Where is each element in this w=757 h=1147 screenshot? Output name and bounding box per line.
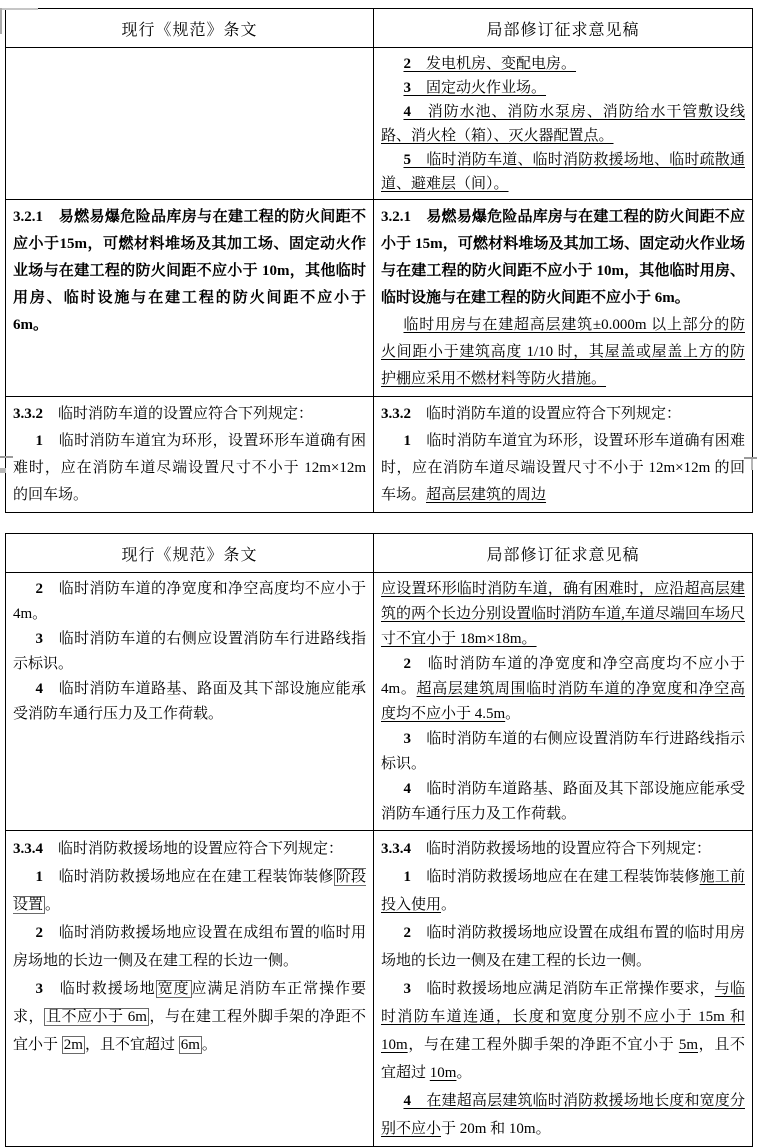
table-1-header-row xyxy=(6,9,753,48)
text-run: 。 xyxy=(441,897,457,913)
table-cell-right xyxy=(374,573,753,831)
text-run: 2 xyxy=(35,581,43,597)
text-run: 3 xyxy=(403,981,411,997)
underlined-text-run: 施工前投入使用 xyxy=(381,869,745,913)
text-run: 临时消防救援场地应设置在成组布置的临时用房场地的长边一侧及在建工程的长边一侧。 xyxy=(381,925,745,969)
text-run: 临时消防车道的设置应符合下列规定： xyxy=(411,406,682,422)
text-run: ，且不宜超过 xyxy=(84,1037,179,1053)
paragraph xyxy=(381,148,745,196)
paragraph xyxy=(13,627,366,677)
underlined-text-run: 5m xyxy=(678,1037,699,1053)
underlined-text-run: 应设置环形临时消防车道，确有困难时，应沿超高层建筑的两个长边分别设置临时消防车道,车道尽端回车场尺寸不宜小于 18m×18m。 xyxy=(381,581,745,647)
paragraph xyxy=(13,919,366,975)
paragraph xyxy=(13,677,366,727)
table-cell-left xyxy=(6,200,374,397)
text-run: 3.3.2 xyxy=(13,406,43,422)
boxed-text-run: 且不应小于 6m xyxy=(46,1009,147,1025)
text-run: 。 xyxy=(45,897,61,913)
text-run: 临时消防车道的设置应符合下列规定： xyxy=(43,406,314,422)
text-run: 临时消防车道的右侧应设置消防车行进路线指示标识。 xyxy=(381,731,745,772)
text-run: 于 20m 和 10m。 xyxy=(441,1121,551,1137)
table-2-header-row xyxy=(6,534,753,573)
table-cell-left xyxy=(6,831,374,1147)
table-cell-left xyxy=(6,573,374,831)
text-run: 临时消防车道的右侧应设置消防车行进路线指示标识。 xyxy=(13,631,366,672)
text-run: 3.2.1 xyxy=(381,209,411,225)
text-run: 3 xyxy=(35,631,43,647)
text-run: 临时消防救援场地应在在建工程装饰装修 xyxy=(43,869,334,885)
text-run: 易燃易爆危险品库房与在建工程的防火间距不应小于 15m，可燃材料堆场及其加工场、固定动火作业场与在建工程的防火间距不应小于 10m，其他临时用房、临时设施与在建工程的防火间距不应小于 6m。 xyxy=(381,209,745,306)
text-run: 2 xyxy=(403,656,411,672)
comparison-table-2 xyxy=(5,533,753,1147)
text-run: 3.3.4 xyxy=(381,841,411,857)
paragraph xyxy=(381,76,745,100)
text-run: 1 xyxy=(403,433,411,449)
paragraph xyxy=(381,204,745,312)
paragraph xyxy=(381,863,745,919)
paragraph xyxy=(381,777,745,827)
text-run: 1 xyxy=(403,869,411,885)
underlined-text-run: 5 xyxy=(403,152,411,168)
table-row xyxy=(6,831,753,1147)
paragraph xyxy=(13,577,366,627)
text-run: 2 xyxy=(403,925,411,941)
table-2-header-revision-draft: 局部修订征求意见稿 xyxy=(374,534,753,573)
paragraph xyxy=(381,975,745,1087)
table-row xyxy=(6,200,753,397)
paragraph xyxy=(13,863,366,919)
text-run: 临时消防车道的净宽度和净空高度均不应小于 4m。 xyxy=(13,581,366,622)
table-cell-right xyxy=(374,831,753,1147)
underlined-text-run: 超高层建筑的周边 xyxy=(426,487,547,503)
text-run: 。 xyxy=(505,706,521,722)
table-row xyxy=(6,573,753,831)
text-run: ，且不宜超过 xyxy=(381,1037,745,1081)
paragraph xyxy=(381,919,745,975)
boxed-text-run: 2m xyxy=(63,1037,83,1053)
paragraph xyxy=(381,835,745,863)
underlined-text-run: 在建超高层建筑临时消防救援场地长度和宽度分别不应小 xyxy=(381,1093,745,1137)
underlined-text-run: 发电机房、变配电房。 xyxy=(411,56,577,72)
text-run: 3 xyxy=(35,981,43,997)
table-cell-right xyxy=(374,48,753,200)
paragraph xyxy=(13,401,366,428)
text-run: 临时消防车道路基、路面及其下部设施应能承受消防车通行压力及工作荷载。 xyxy=(381,781,745,822)
underlined-text-run: 2 xyxy=(403,56,411,72)
text-run: 4 xyxy=(403,781,411,797)
underlined-text-run: 超高层建筑周围临时消防车道的净宽度和净空高度均不应小于 4.5m xyxy=(381,681,745,722)
paragraph xyxy=(381,652,745,727)
text-run: 应满足消防车正常操作要求， xyxy=(13,981,366,1025)
text-run: 临时消防救援场地应设置在成组布置的临时用房场地的长边一侧及在建工程的长边一侧。 xyxy=(13,925,366,969)
text-run: 1 xyxy=(35,433,43,449)
comparison-table-1 xyxy=(5,8,753,513)
paragraph xyxy=(13,835,366,863)
text-run: 1 xyxy=(35,869,43,885)
underlined-text-run: 3 xyxy=(403,80,411,96)
text-run: 2 xyxy=(35,925,43,941)
underlined-text-run: 临时消防车道、临时消防救援场地、临时疏散通道、避难层（间）。 xyxy=(381,152,745,192)
ruler-corner-artifact xyxy=(2,8,38,10)
table-cell-left xyxy=(6,48,374,200)
boxed-text-run: 宽度 xyxy=(157,981,190,997)
text-run: 临时消防救援场地的设置应符合下列规定： xyxy=(411,841,712,857)
text-run: 3 xyxy=(403,731,411,747)
text-run: 3.3.2 xyxy=(381,406,411,422)
text-run: 3.2.1 xyxy=(13,209,43,225)
underlined-text-run: 固定动火作业场。 xyxy=(411,80,547,96)
paragraph xyxy=(13,428,366,509)
paragraph xyxy=(381,1087,745,1143)
text-run: 临时消防车道宜为环形，设置环形车道确有困难时，应在消防车道尽端设置尺寸不小于 12m×12m 的回车场。 xyxy=(13,433,366,503)
boxed-text-run: 6m xyxy=(180,1037,200,1053)
table-row xyxy=(6,48,753,200)
underlined-text-run: 消防水池、消防水泵房、消防给水干管敷设线路、消火栓（箱）、灭火器配置点。 xyxy=(381,104,745,144)
text-run: 临时消防车道路基、路面及其下部设施应能承受消防车通行压力及工作荷载。 xyxy=(13,681,366,722)
paragraph xyxy=(13,204,366,339)
text-run: 3.3.4 xyxy=(13,841,43,857)
text-run: 易燃易爆危险品库房与在建工程的防火间距不应小于15m，可燃材料堆场及其加工场、固定动火作业场与在建工程的防火间距不应小于 10m，其他临时用房、临时设施与在建工程的防火间距不应小于 6m。 xyxy=(13,209,366,333)
underlined-text-run: 临时用房与在建超高层建筑±0.000m 以上部分的防火间距小于建筑高度 1/10 时，其屋盖或屋盖上方的防护棚应采用不燃材料等防火措施。 xyxy=(381,317,745,387)
paragraph xyxy=(381,312,745,393)
paragraph xyxy=(13,975,366,1059)
text-run: 。 xyxy=(456,1065,472,1081)
table-row xyxy=(6,397,753,513)
paragraph xyxy=(381,727,745,777)
paragraph xyxy=(381,401,745,428)
table-body-0 xyxy=(6,48,753,513)
paragraph xyxy=(381,52,745,76)
ruler-corner-artifact xyxy=(0,8,2,34)
paragraph xyxy=(381,428,745,509)
underlined-text-run: 与临时消防车道连通，长度和宽度分别不应小于 15m 和 10m xyxy=(381,981,745,1053)
table-handle-artifact xyxy=(751,459,753,470)
table-cell-left xyxy=(6,397,374,513)
text-run: 临时消防车道的净宽度和净空高度均不应小于 4m。 xyxy=(381,656,745,697)
text-run: 临时消防车道宜为环形，设置环形车道确有困难时，应在消防车道尽端设置尺寸不小于 12m×12m 的回车场。 xyxy=(381,433,745,503)
text-run: 临时救援场地 xyxy=(43,981,156,997)
table-2-header-current-code: 现行《规范》条文 xyxy=(6,534,374,573)
table-body-1 xyxy=(6,573,753,1147)
paragraph xyxy=(381,577,745,652)
table-1-header-current-code: 现行《规范》条文 xyxy=(6,9,374,48)
text-run: 临时救援场地应满足消防车正常操作要求， xyxy=(411,981,715,997)
table-handle-artifact xyxy=(0,456,13,458)
document-page xyxy=(0,8,757,1137)
text-run: ，与在建工程外脚手架的净距不宜小于 xyxy=(407,1037,679,1053)
underlined-text-run: 4 xyxy=(403,1093,411,1109)
text-run: 。 xyxy=(201,1037,217,1053)
text-run: ，与在建工程外脚手架的净距不宜小于 xyxy=(13,1009,366,1053)
underlined-text-run: 4 xyxy=(403,104,411,120)
text-run: 临时消防救援场地应在在建工程装饰装修 xyxy=(411,869,700,885)
table-cell-right xyxy=(374,200,753,397)
text-run: 4 xyxy=(35,681,43,697)
table-handle-artifact xyxy=(0,468,6,473)
table-cell-right xyxy=(374,397,753,513)
boxed-text-run: 阶段设置 xyxy=(13,869,366,913)
paragraph xyxy=(381,100,745,148)
underlined-text-run: 10m xyxy=(429,1065,457,1081)
text-run: 临时消防救援场地的设置应符合下列规定： xyxy=(43,841,344,857)
table-1-header-revision-draft: 局部修订征求意见稿 xyxy=(374,9,753,48)
